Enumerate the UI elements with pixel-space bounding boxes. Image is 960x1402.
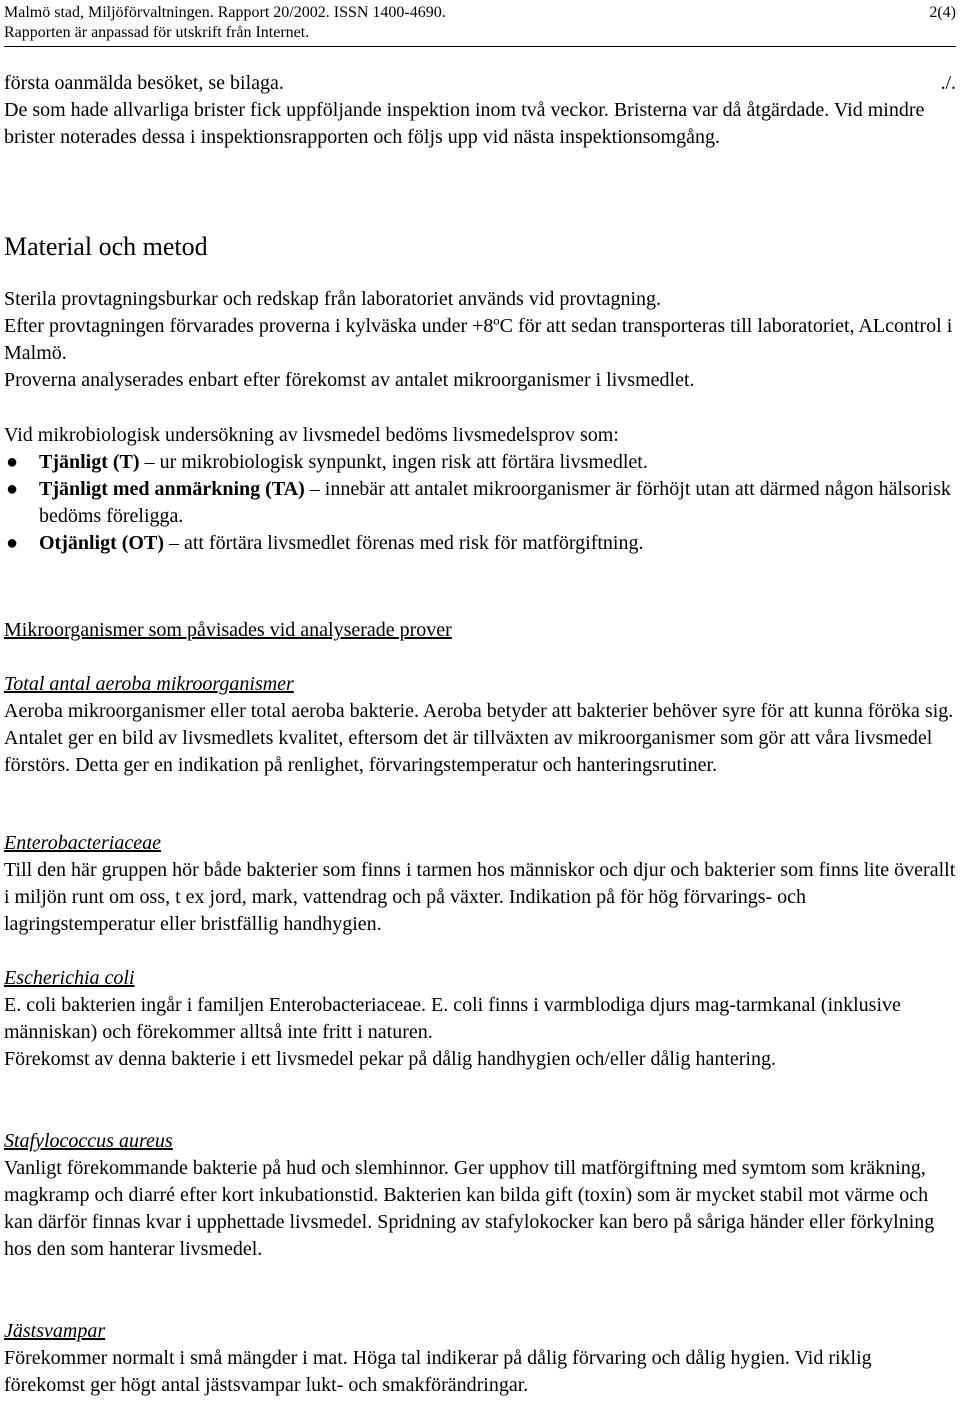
section-enterobacteriaceae <box>4 830 956 938</box>
intro-paragraph: De som hade allvarliga brister fick uppföljande inspektion inom två veckor. Bristerna var då åtgärdade. Vid mindre brister noterades dessa i inspektionsrapporten och följs upp vid nästa inspektionsomgång. <box>4 99 925 148</box>
header-line-2: Rapporten är anpassad för utskrift från Internet. <box>4 24 310 41</box>
section-aeroba <box>4 671 956 779</box>
section-title: Enterobacteriaceae <box>4 832 161 854</box>
section-text: Vanligt förekommande bakterie på hud och slemhinnor. Ger upphov till matförgiftning med symtom som kräkning, magkramp och diarré efter kort inkubationstid. Bakterien kan bilda gift (toxin) som är mycket stabil mot värme och kan därför finnas kvar i upphettade livsmedel. Spridning av stafylokocker kan bero på såriga händer eller förkylning hos den som hanterar livsmedel. <box>4 1157 935 1260</box>
list-item <box>4 530 956 557</box>
section-text-2: Förekomst av denna bakterie i ett livsmedel pekar på dålig handhygien och/eller dålig hantering. <box>4 1048 776 1070</box>
bullet-icon: ● <box>6 532 19 554</box>
material-paragraph-2: Efter provtagningen förvarades proverna i kylväska under +8ºC för att sedan transporteras till laboratoriet, ALcontrol i Malmö. <box>4 315 953 364</box>
page-number: 2(4) <box>929 4 956 21</box>
list-item <box>4 449 956 476</box>
material-paragraph-3: Proverna analyserades enbart efter förekomst av antalet mikroorganismer i livsmedlet. <box>4 369 695 391</box>
bullet-text: – ur mikrobiologisk synpunkt, ingen risk att förtära livsmedlet. <box>139 451 648 473</box>
section-stafylococcus <box>4 1128 956 1263</box>
material-text <box>4 286 956 394</box>
section-e-coli <box>4 965 956 1073</box>
section-text: Aeroba mikroorganismer eller total aeroba bakterie. Aeroba betyder att bakterier behöver syre för att kunna föröka sig. Antalet ger en bild av livsmedlets kvalitet, eftersom det är tillväxten av mikroorganismer som gör att våra livsmedel förstörs. Detta ger en indikation på renlighet, förvaringstemperatur och hanteringsrutiner. <box>4 700 954 776</box>
list-item <box>4 476 956 530</box>
bullet-text: – innebär att antalet mikroorganismer är förhöjt utan att därmed någon hälsorisk bedöms föreligga. <box>39 478 951 527</box>
assessment-block <box>4 422 956 557</box>
bullet-term: Tjänligt med anmärkning (TA) <box>39 478 305 500</box>
heading-mikroorganismer: Mikroorganismer som påvisades vid analyserade prover <box>4 619 452 641</box>
bullet-icon: ● <box>6 478 19 500</box>
header-line-1: Malmö stad, Miljöförvaltningen. Rapport 20/2002. ISSN 1400-4690. <box>4 4 446 21</box>
bullet-term: Otjänligt (OT) <box>39 532 164 554</box>
assessment-intro: Vid mikrobiologisk undersökning av livsmedel bedöms livsmedelsprov som: <box>4 424 619 446</box>
heading-material-och-metod: Material och metod <box>4 232 208 261</box>
section-text: Förekommer normalt i små mängder i mat. Höga tal indikerar på dålig förvaring och dålig hygien. Vid riklig förekomst ger högt antal jästsvampar lukt- och smakförändringar. <box>4 1347 872 1396</box>
material-paragraph-1: Sterila provtagningsburkar och redskap från laboratoriet används vid provtagning. <box>4 288 662 310</box>
bullet-term: Tjänligt (T) <box>39 451 140 473</box>
section-text: E. coli bakterien ingår i familjen Enterobacteriaceae. E. coli finns i varmblodiga djurs mag-tarmkanal (inklusive människan) och förekommer alltså inte fritt i naturen. <box>4 994 901 1043</box>
section-title: Stafylococcus aureus <box>4 1130 173 1152</box>
section-title: Escherichia coli <box>4 967 135 989</box>
intro-block <box>4 70 956 151</box>
bullet-icon: ● <box>6 451 19 473</box>
section-title: Total antal aeroba mikroorganismer <box>4 673 294 695</box>
section-text: Till den här gruppen hör både bakterier som finns i tarmen hos människor och djur och bakterier som finns lite överallt i miljön runt om oss, t ex jord, mark, vattendrag och på växter. Indikation på för hög förvarings- och lagringstemperatur eller bristfällig handhygien. <box>4 859 956 935</box>
continuation-mark: ./. <box>940 72 956 94</box>
section-jastsvampar <box>4 1318 956 1399</box>
assessment-list <box>4 449 956 557</box>
intro-line-1: första oanmälda besöket, se bilaga. <box>4 72 284 94</box>
bullet-text: – att förtära livsmedlet förenas med risk för matförgiftning. <box>164 532 644 554</box>
section-title: Jästsvampar <box>4 1320 106 1342</box>
header-rule <box>4 46 956 47</box>
